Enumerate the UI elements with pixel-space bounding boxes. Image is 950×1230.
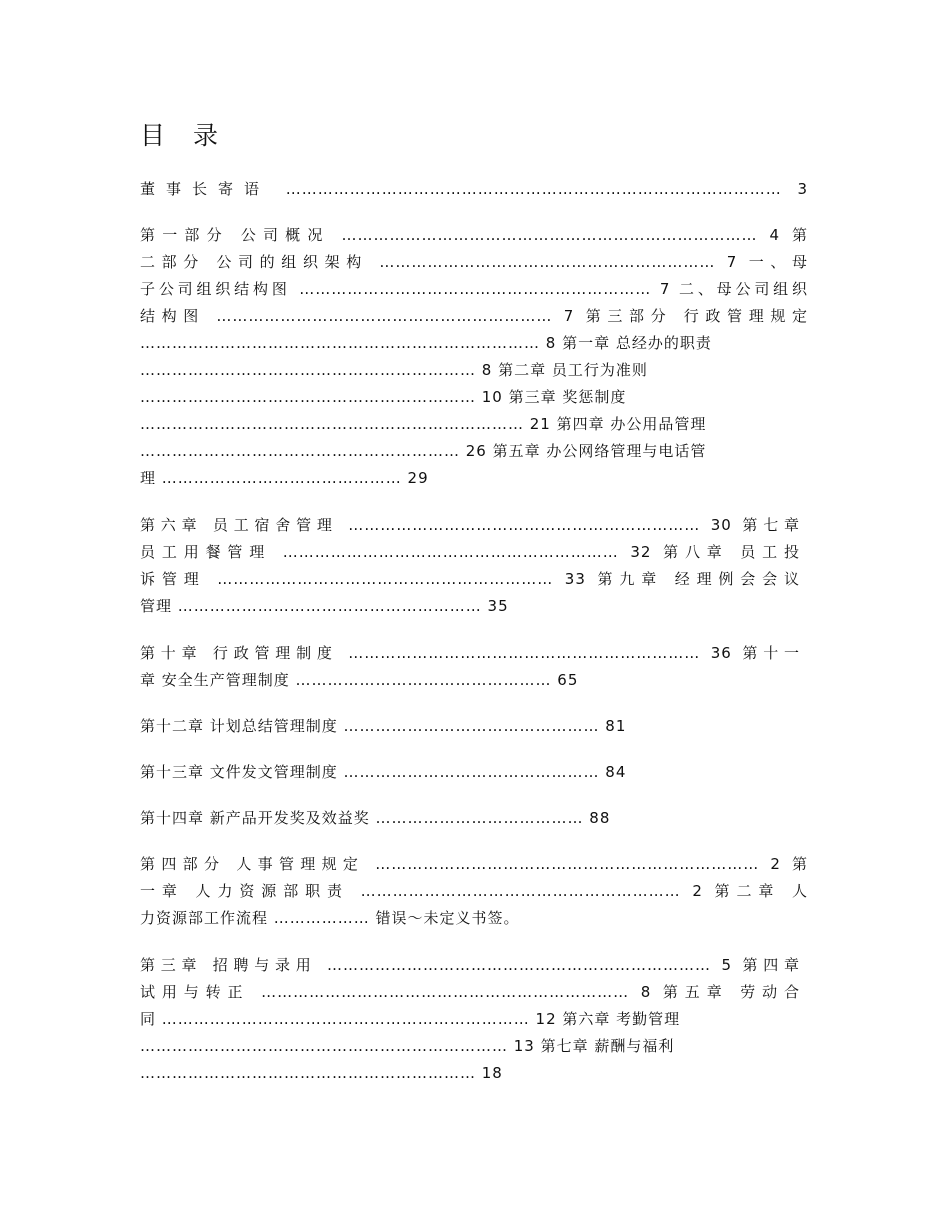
toc-line: 试用与转正 …………………………………………………………… 8 第五章 劳动合 bbox=[140, 983, 800, 1001]
toc-line: 理 ……………………………………… 29 bbox=[140, 469, 429, 487]
toc-line: 第三章 招聘与录用 ……………………………………………………………… 5 第四章 bbox=[140, 956, 800, 974]
toc-line: 一章 人力资源部职责 …………………………………………………… 2 第二章 人 bbox=[140, 882, 808, 900]
toc-line: 结构图 ……………………………………………………… 7 第三部分 行政管理规定 bbox=[140, 307, 808, 325]
toc-line: 子公司组织结构图 ………………………………………………………… 7 二、母公司组织 bbox=[140, 280, 808, 298]
toc-line: 同 …………………………………………………………… 12 第六章 考勤管理 bbox=[140, 1010, 681, 1028]
toc-line: 第四部分 人事管理规定 ……………………………………………………………… 2 第 bbox=[140, 855, 808, 873]
toc-line: 第一部分 公司概况 …………………………………………………………………… 4 第 bbox=[140, 226, 808, 244]
toc-line: 诉管理 ……………………………………………………… 33 第九章 经理例会会议 bbox=[140, 570, 800, 588]
toc-line: 章 安全生产管理制度 ………………………………………… 65 bbox=[140, 671, 579, 689]
toc-line: 第十章 行政管理制度 ………………………………………………………… 36 第十一 bbox=[140, 644, 800, 662]
toc-line: 董事长寄语 ………………………………………………………………………………… 3 bbox=[140, 180, 808, 198]
page-title: 目 录 bbox=[140, 121, 228, 150]
toc-line: 第十二章 计划总结管理制度 ………………………………………… 81 bbox=[140, 717, 627, 735]
toc-line: 二部分 公司的组织架构 ……………………………………………………… 7 一、母 bbox=[140, 253, 808, 271]
toc-line: 第十三章 文件发文管理制度 ………………………………………… 84 bbox=[140, 763, 627, 781]
toc-line: 管理 ………………………………………………… 35 bbox=[140, 597, 509, 615]
toc-line: 力资源部工作流程 ……………… 错误～未定义书签。 bbox=[140, 909, 520, 927]
toc-line: 员工用餐管理 ……………………………………………………… 32 第八章 员工投 bbox=[140, 543, 800, 561]
toc-line: ……………………………………………………… 8 第二章 员工行为准则 bbox=[140, 361, 648, 379]
toc-line: …………………………………………………… 26 第五章 办公网络管理与电话管 bbox=[140, 442, 707, 460]
toc-line: ……………………………………………………… 10 第三章 奖惩制度 bbox=[140, 388, 627, 406]
toc-line: ………………………………………………………………… 8 第一章 总经办的职责 bbox=[140, 334, 712, 352]
toc-line: ……………………………………………………………… 21 第四章 办公用品管理 bbox=[140, 415, 707, 433]
toc-line: …………………………………………………………… 13 第七章 薪酬与福利 bbox=[140, 1037, 675, 1055]
toc-line: 第十四章 新产品开发奖及效益奖 ………………………………… 88 bbox=[140, 809, 611, 827]
toc-line: 第六章 员工宿舍管理 ………………………………………………………… 30 第七章 bbox=[140, 516, 800, 534]
toc-line: ……………………………………………………… 18 bbox=[140, 1064, 503, 1082]
